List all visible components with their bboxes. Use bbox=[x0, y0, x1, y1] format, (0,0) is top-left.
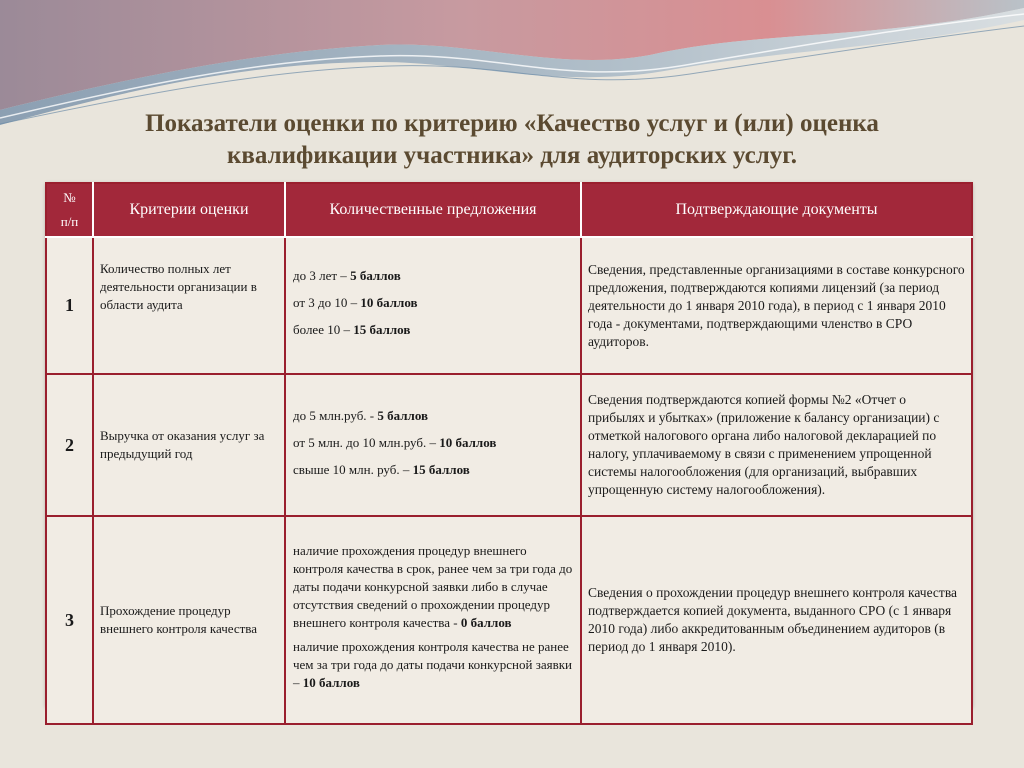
proposal-points: 15 баллов bbox=[353, 322, 411, 337]
header-num-line1: № bbox=[63, 190, 76, 205]
proposal-points: 5 баллов bbox=[350, 268, 401, 283]
criteria-table-container bbox=[45, 182, 971, 706]
documents-cell: Сведения, представленные организациями в составе конкурсного предложения, подтверждаются копиями лицензий (за период деятельности до 1 января 2010 года), в период с 1 января 2010 года - документами, подтверждающими членство в СРО аудиторов. bbox=[581, 237, 972, 374]
table-row bbox=[46, 237, 972, 374]
proposal-line bbox=[293, 267, 573, 285]
row-number: 1 bbox=[46, 237, 93, 374]
criteria-cell: Выручка от оказания услуг за предыдущий год bbox=[93, 374, 285, 516]
proposal-text: более 10 – bbox=[293, 322, 354, 337]
proposal-points: 10 баллов bbox=[302, 675, 360, 690]
proposals-cell bbox=[285, 516, 581, 724]
proposal-line bbox=[293, 542, 573, 632]
proposal-text: свыше 10 млн. руб. – bbox=[293, 461, 413, 477]
header-num-line2: п/п bbox=[60, 214, 79, 229]
proposal-line bbox=[293, 321, 573, 339]
proposal-line bbox=[293, 294, 573, 312]
proposal-line bbox=[293, 638, 573, 692]
slide-title-line2: квалификации участника» для аудиторских услуг. bbox=[226, 142, 798, 169]
proposal-text: от 3 до 10 – bbox=[293, 295, 361, 310]
proposal-text: от 5 млн. до 10 млн.руб. – bbox=[293, 434, 440, 450]
proposal-text: наличие прохождения процедур внешнего контроля качества в срок, ранее чем за три года до даты подачи конкурсной заявки либо в случае отсутствия сведений о прохождении процедур внешнего контроля качества - bbox=[293, 543, 573, 630]
proposal-points: 10 баллов bbox=[439, 434, 497, 450]
row-number: 3 bbox=[46, 516, 93, 724]
proposal-text: до 5 млн.руб. - bbox=[293, 407, 378, 423]
proposal-points: 0 баллов bbox=[460, 615, 512, 630]
criteria-cell: Прохождение процедур внешнего контроля качества bbox=[93, 516, 285, 724]
slide-title-line1: Показатели оценки по критерию «Качество услуг и (или) оценка bbox=[145, 110, 879, 137]
header-num bbox=[46, 183, 93, 237]
table-row bbox=[46, 516, 972, 724]
slide-title bbox=[60, 108, 964, 172]
proposals-cell bbox=[285, 374, 581, 516]
proposal-line bbox=[293, 461, 573, 479]
table-header-row bbox=[46, 183, 972, 237]
proposal-points: 15 баллов bbox=[412, 461, 470, 477]
criteria-table bbox=[45, 182, 973, 725]
proposal-points: 5 баллов bbox=[377, 407, 429, 423]
proposal-points: 10 баллов bbox=[360, 295, 418, 310]
documents-cell: Сведения о прохождении процедур внешнего контроля качества подтверждается копией документа, выданного СРО (с 1 января 2010 года) либо аккредитованным объединением аудиторов (в период до 1 января 2010). bbox=[581, 516, 972, 724]
criteria-cell: Количество полных лет деятельности организации в области аудита bbox=[93, 237, 285, 374]
header-documents: Подтверждающие документы bbox=[581, 183, 972, 237]
proposal-line bbox=[293, 434, 573, 452]
proposal-text: наличие прохождения контроля качества не ранее чем за три года до даты подачи конкурсной заявки – bbox=[293, 639, 572, 690]
documents-cell: Сведения подтверждаются копией формы №2 «Отчет о прибылях и убытках» (приложение к балансу организации) с отметкой налогового органа либо налоговой декларацией по налогу, уплачиваемому в связи с применением упрощенной системы налогообложения (для организаций, выбравших упрощенную систему налогообложения). bbox=[581, 374, 972, 516]
proposal-text: до 3 лет – bbox=[293, 268, 351, 283]
header-criteria: Критерии оценки bbox=[93, 183, 285, 237]
table-row bbox=[46, 374, 972, 516]
proposal-line bbox=[293, 407, 573, 425]
header-proposals: Количественные предложения bbox=[285, 183, 581, 237]
row-number: 2 bbox=[46, 374, 93, 516]
proposals-cell bbox=[285, 237, 581, 374]
